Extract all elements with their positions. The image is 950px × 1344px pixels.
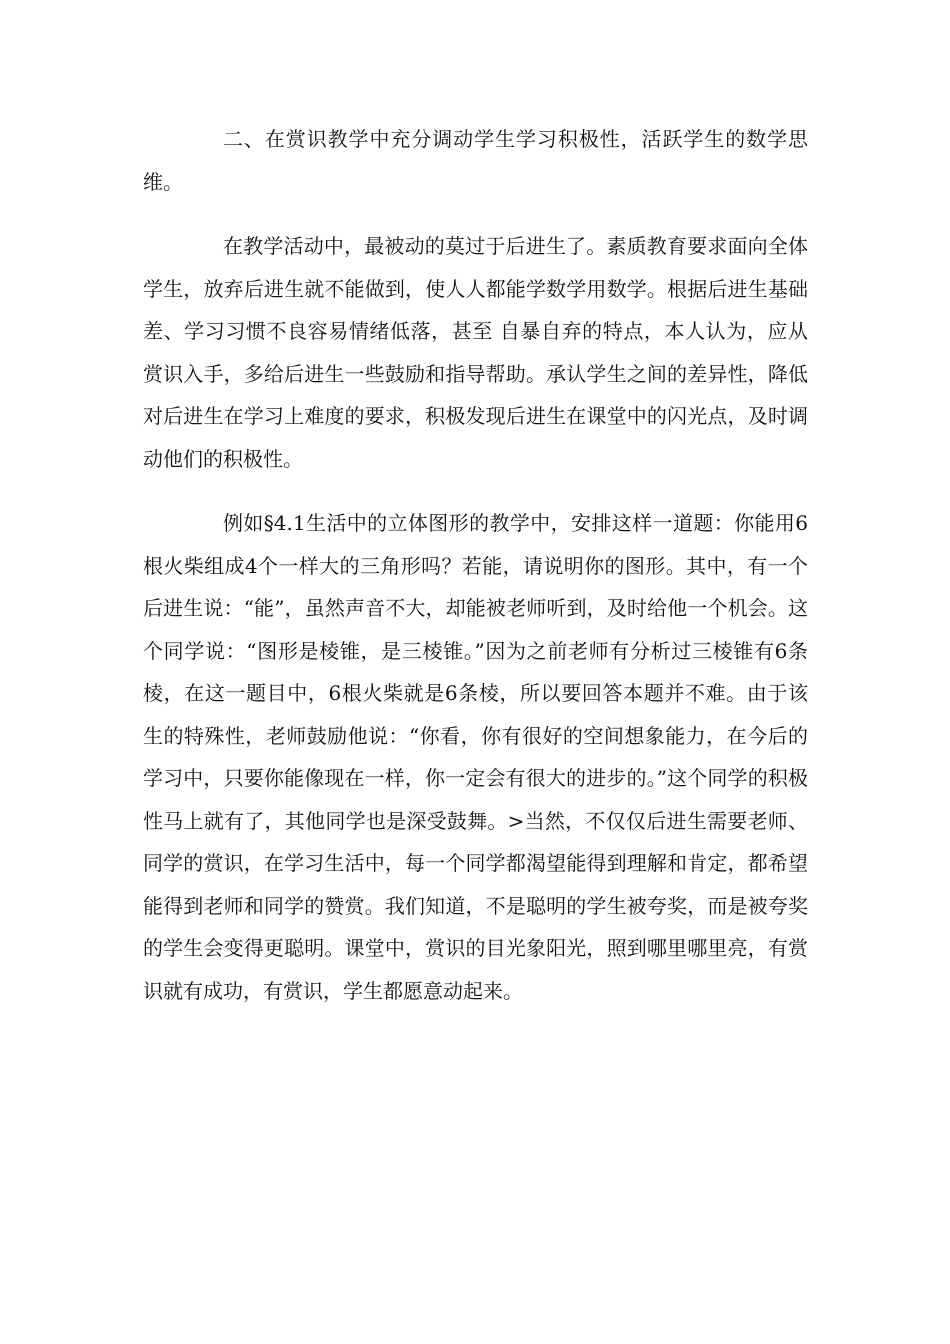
body-paragraph-1: 在教学活动中，最被动的莫过于后进生了。素质教育要求面向全体学生，放弃后进生就不能做到，使人人都能学数学用数学。根据后进生基础差、学习习惯不良容易情绪低落，甚至 自暴自弃的特点，本人认为，应从赏识入手，多给后进生一些鼓励和指导帮助。承认学生之间的差异性，降低对后进生在学习上难度的要求，积极发现后进生在课堂中的闪光点，及时调动他们的积极性。	[143, 234, 808, 471]
document-body	[143, 118, 808, 1012]
body-paragraph-2: 例如§4.1生活中的立体图形的教学中，安排这样一道题：你能用6根火柴组成4个一样大的三角形吗？若能，请说明你的图形。其中，有一个后进生说：“能”，虽然声音不大，却能被老师听到，及时给他一个机会。这个同学说：“图形是棱锥，是三棱锥。”因为之前老师有分析过三棱锥有6条棱，在这一题目中，6根火柴就是6条棱，所以要回答本题并不难。由于该生的特殊性，老师鼓励他说：“你看，你有很好的空间想象能力，在今后的学习中，只要你能像现在一样，你一定会有很大的进步的。”这个同学的积极性马上就有了，其他同学也是深受鼓舞。>当然，不仅仅后进生需要老师、同学的赏识，在学习生活中，每一个同学都渴望能得到理解和肯定，都希望能得到老师和同学的赞赏。我们知道，不是聪明的学生被夸奖，而是被夸奖的学生会变得更聪明。课堂中，赏识的目光象阳光，照到哪里哪里亮，有赏识就有成功，有赏识，学生都愿意动起来。	[143, 511, 808, 1003]
section-heading-paragraph: 二、在赏识教学中充分调动学生学习积极性，活跃学生的数学思维。	[143, 127, 808, 194]
